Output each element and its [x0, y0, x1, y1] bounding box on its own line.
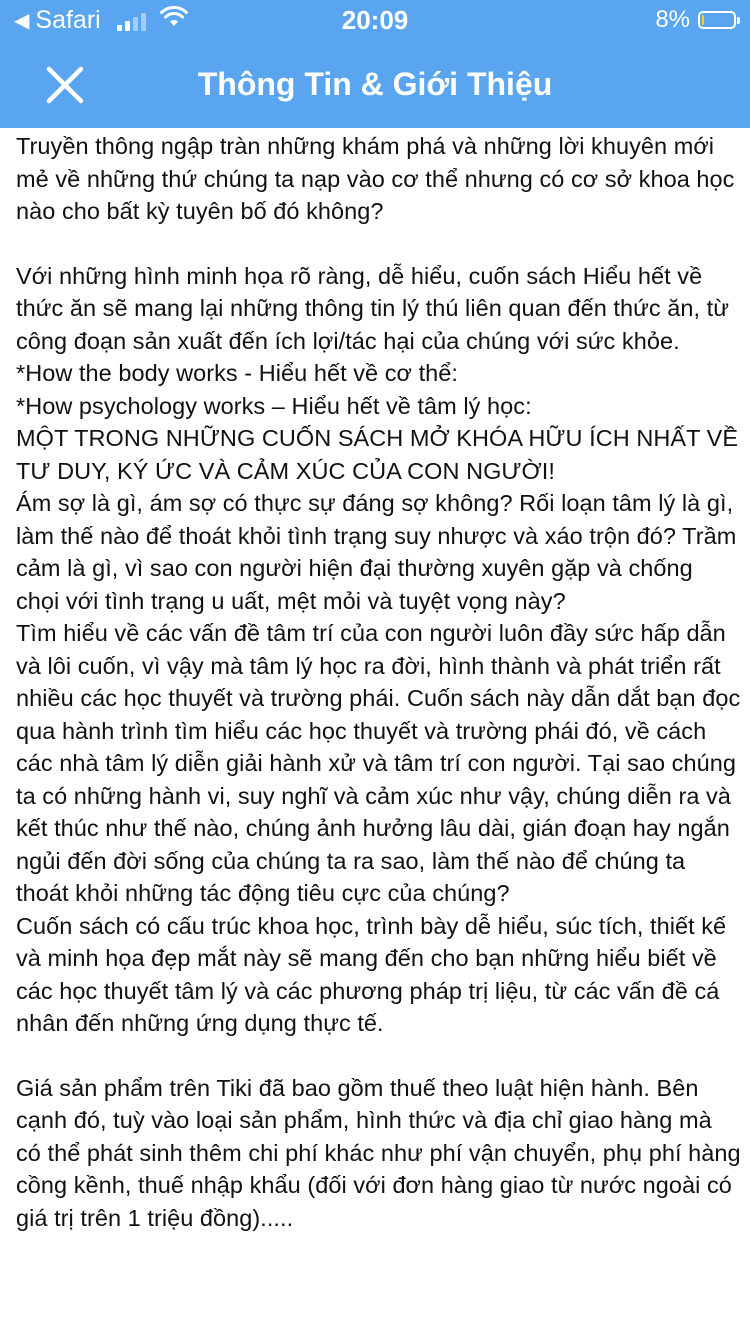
description-heading: MỘT TRONG NHỮNG CUỐN SÁCH MỞ KHÓA HỮU ÍCH NHẤT VỀ TƯ DUY, KÝ ỨC VÀ CẢM XÚC CỦA CON NGƯỜI!	[16, 425, 739, 484]
page-title: Thông Tin & Giới Thiệu	[197, 66, 553, 102]
description-paragraph: *How the body works - Hiểu hết về cơ thể:	[16, 360, 458, 386]
battery-status	[655, 6, 736, 34]
description-paragraph: Truyền thông ngập tràn những khám phá và những lời khuyên mới mẻ về những thứ chúng ta nạp vào cơ thể nhưng có cơ sở khoa học nào cho bất kỳ tuyên bố đó không?	[16, 133, 735, 224]
description-paragraph: *How psychology works – Hiểu hết về tâm lý học:	[16, 392, 532, 419]
back-app-label: Safari	[35, 6, 101, 34]
battery-icon	[698, 11, 736, 29]
battery-percent: 8%	[655, 6, 690, 33]
status-time: 20:09	[341, 5, 409, 35]
status-bar	[0, 0, 750, 42]
description-paragraph: Cuốn sách có cấu trúc khoa học, trình bày dễ hiểu, súc tích, thiết kế và minh họa đẹp mắt này sẽ mang đến cho bạn những hiểu biết về các học thuyết tâm lý và các phương pháp trị liệu, từ các vấn đề cá nhân đến những ứng dụng thực tế.	[16, 912, 727, 1036]
price-note-paragraph: Giá sản phẩm trên Tiki đã bao gồm thuế theo luật hiện hành. Bên cạnh đó, tuỳ vào loại sản phẩm, hình thức và địa chỉ giao hàng mà có thể phát sinh thêm chi phí khác như phí vận chuyển, phụ phí hàng cồng kềnh, thuế nhập khẩu (đối với đơn hàng giao từ nước ngoài có giá trị trên 1 triệu đồng).....	[16, 1074, 741, 1231]
battery-fill	[702, 15, 704, 25]
description-paragraph: Ám sợ là gì, ám sợ có thực sự đáng sợ không? Rối loạn tâm lý là gì, làm thế nào để thoát khỏi tình trạng suy nhược và xáo trộn đó? Trầm cảm là gì, vì sao con người hiện đại thường xuyên gặp và chống chọi với tình trạng u uất, mệt mỏi và tuyệt vọng này?	[16, 490, 737, 614]
back-triangle-icon: ◀	[14, 10, 30, 32]
description-paragraph: Với những hình minh họa rõ ràng, dễ hiểu, cuốn sách Hiểu hết về thức ăn sẽ mang lại những thông tin lý thú liên quan đến thức ăn, từ công đoạn sản xuất đến ích lợi/tác hại của chúng với sức khỏe.	[16, 262, 730, 354]
product-description	[16, 130, 741, 1234]
navigation-bar	[0, 42, 750, 128]
description-paragraph: Tìm hiểu về các vấn đề tâm trí của con người luôn đầy sức hấp dẫn và lôi cuốn, vì vậy mà tâm lý học ra đời, hình thành và phát triển rất nhiều các học thuyết và trường phái. Cuốn sách này dẫn dắt bạn đọc qua hành trình tìm hiểu các học thuyết và trường phái đó, về cách các nhà tâm lý diễn giải hành xử và tâm trí con người. Tại sao chúng ta có những hành vi, suy nghĩ và cảm xúc như vậy, chúng diễn ra và kết thúc như thế nào, chúng ảnh hưởng lâu dài, gián đoạn hay ngắn ngủi đến đời sống của chúng ta ra sao, làm thế nào để chúng ta thoát khỏi những tác động tiêu cực của chúng?	[16, 620, 741, 906]
